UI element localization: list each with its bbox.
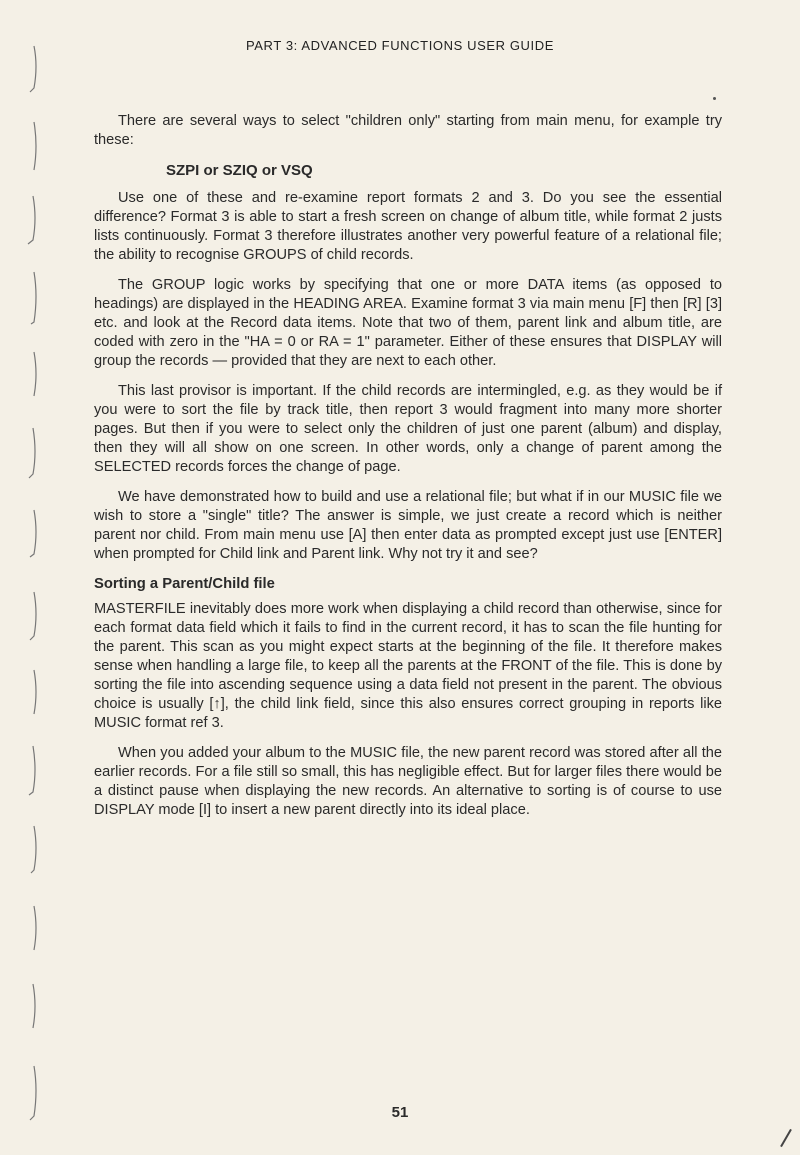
paragraph-provisor: This last provisor is important. If the child records are intermingled, e.g. as they would be if you were to sort the file by track title, then report 3 would fragment into many more shorter pages. But then if you were to select only the children of just one parent (album) and display, then they will all show on one screen. In other words, only a change of parent among the SELECTED records forces the change of page.: [94, 383, 722, 475]
binding-edge: [0, 0, 45, 1150]
page-header: PART 3: ADVANCED FUNCTIONS USER GUIDE: [245, 38, 554, 53]
page-number: 51: [391, 1104, 409, 1121]
paragraph-sorting: MASTERFILE inevitably does more work when displaying a child record than otherwise, since for each format data field which it fails to find in the current record, it has to scan the file hunting for the parent. This scan as you might expect starts at the beginning of the file. It therefore makes sense when handling a large file, to keep all the parents at the FRONT of the file. This is done by sorting the file into ascending sequence using a data field not present in the parent. The obvious choice is usually [↑], the child link field, since this also ensures correct grouping in reports like MUSIC format ref 3.: [94, 601, 722, 731]
paragraph-single-title: We have demonstrated how to build and use a relational file; but what if in our MUSIC file we wish to store a "single" title? The answer is simple, we just create a record which is neither parent nor child. From main menu use [A] then enter data as prompted except just use [ENTER] when prompted for Child link and Parent link. Why not try it and see?: [94, 489, 722, 562]
paragraph-report-formats: Use one of these and re-examine report formats 2 and 3. Do you see the essential difference? Format 3 is able to start a fresh screen on change of album title, while format 2 justs lists continuously. Format 3 therefore illustrates another very powerful feature of a relational file; the ability to recognise GROUPS of child records.: [94, 190, 722, 263]
paragraph-intro: There are several ways to select "children only" starting from main menu, for example try these:: [94, 113, 722, 148]
paragraph-adding-album: When you added your album to the MUSIC file, the new parent record was stored after all the earlier records. For a file still so small, this has negligible effect. But for larger files there would be a distinct pause when displaying the new records. An alternative to sorting is of course to use DISPLAY mode [I] to insert a new parent directly into its ideal place.: [94, 745, 722, 818]
pen-mark: [780, 1129, 792, 1147]
paragraph-group-logic: The GROUP logic works by specifying that one or more DATA items (as opposed to headings) are displayed in the HEADING AREA. Examine format 3 via main menu [F] then [R] [3] etc. and look at the Record data items. Note that two of them, parent link and album title, are coded with zero in the "HA = 0 or RA = 1" parameter. Either of these ensures that DISPLAY will group the records — provided that they are next to each other.: [94, 277, 722, 369]
binding-marks: [0, 0, 45, 1150]
command-example: SZPI or SZIQ or VSQ: [166, 162, 313, 179]
page-body: [94, 112, 722, 831]
section-heading: Sorting a Parent/Child file: [94, 576, 275, 592]
ink-speck: [713, 97, 716, 100]
